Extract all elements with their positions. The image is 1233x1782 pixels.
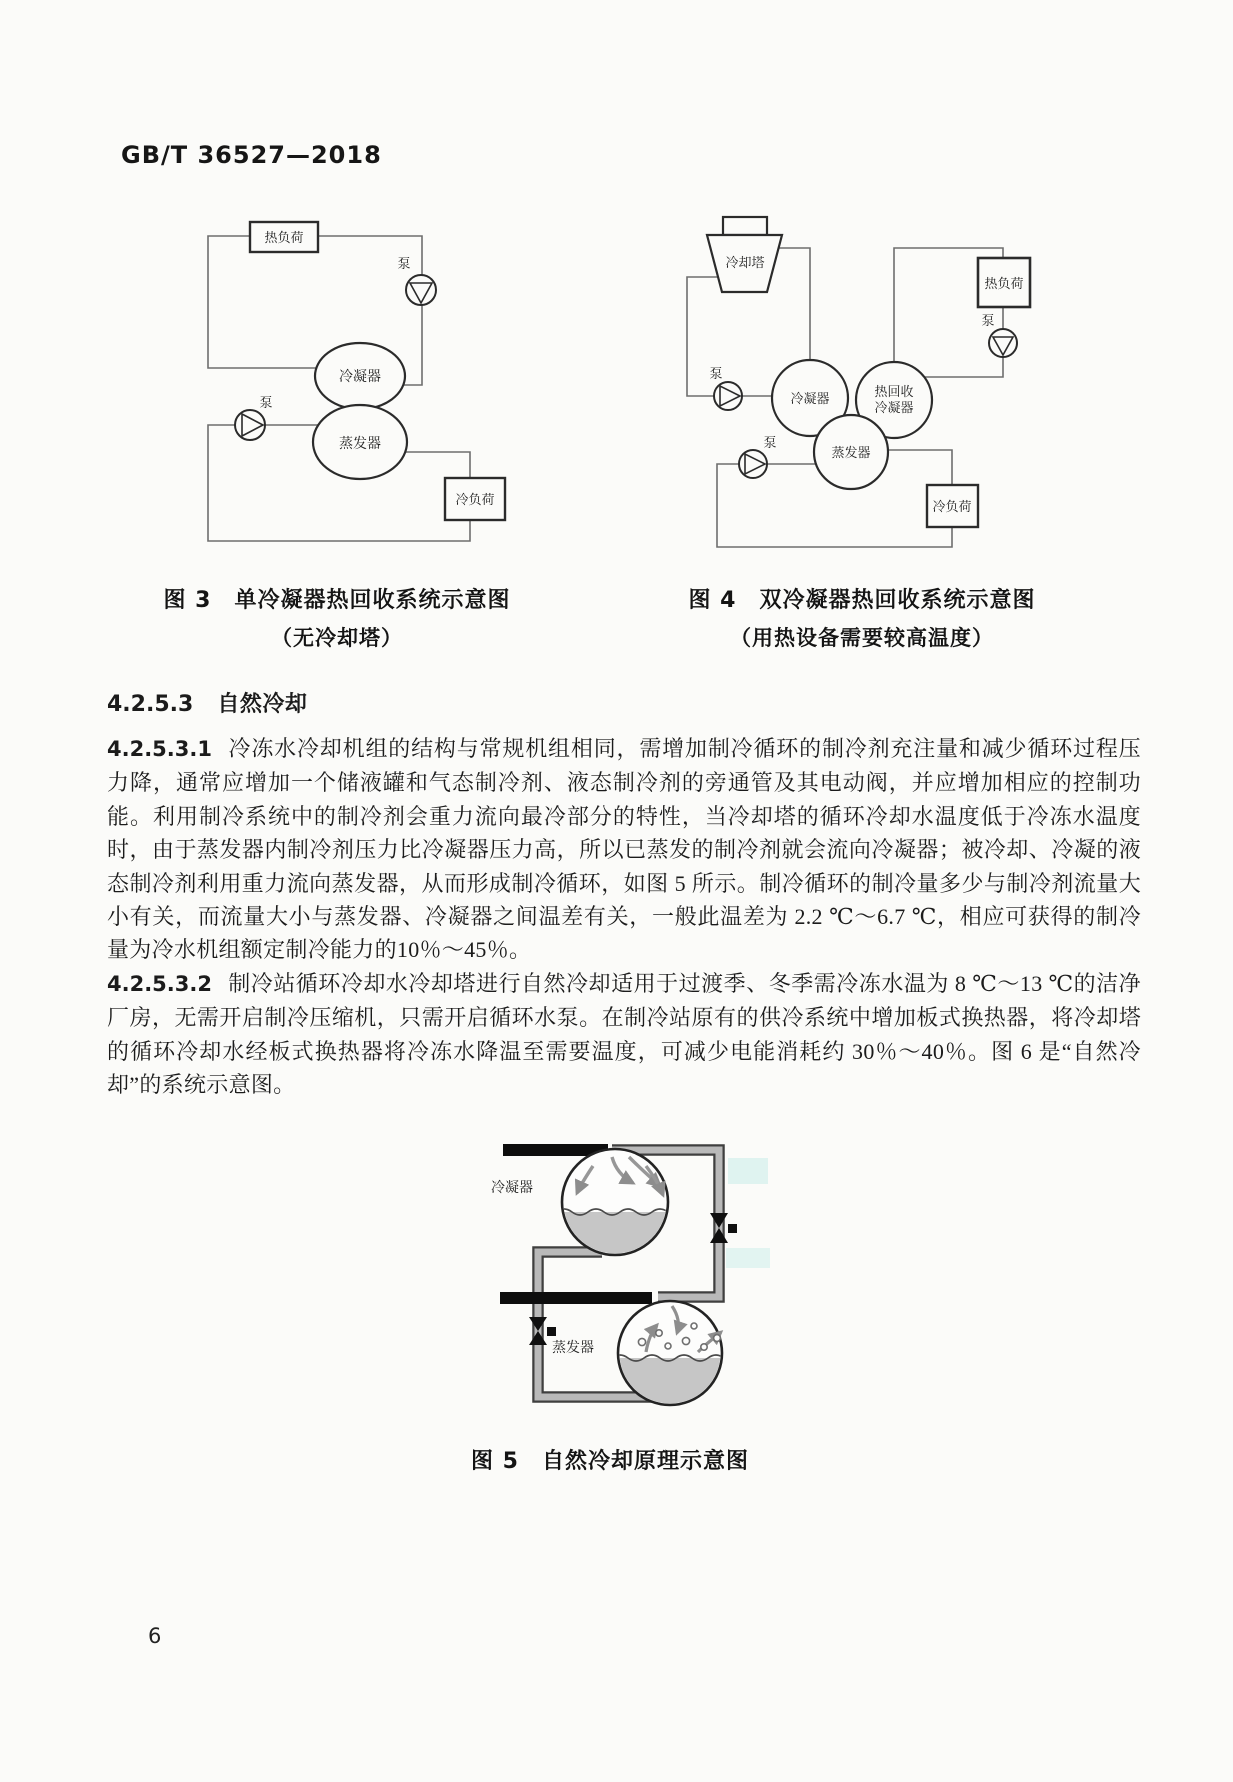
fig3-pump-top-label: 泵 <box>397 257 411 272</box>
section-title: 自然冷却 <box>217 692 308 717</box>
standard-number-header: GB/T 36527—2018 <box>121 141 382 169</box>
fig4-pump-bottom-label: 泵 <box>763 436 777 451</box>
fig5-evaporator-label: 蒸发器 <box>552 1340 594 1356</box>
figure4-diagram <box>687 217 1030 547</box>
fig3-evaporator-label: 蒸发器 <box>339 436 381 452</box>
figure4-subcaption: （用热设备需要较高温度） <box>730 626 994 650</box>
figure3-diagram <box>208 222 505 541</box>
fig5-condenser-label: 冷凝器 <box>491 1180 533 1196</box>
paragraph-4-2-5-3-1 <box>107 732 1141 967</box>
scan-artifact <box>726 1248 770 1268</box>
fig4-pump-left <box>714 382 742 410</box>
fig4-pump-right <box>989 329 1017 357</box>
fig3-condenser-label: 冷凝器 <box>339 369 381 385</box>
fig4-heat-load-label: 热负荷 <box>984 277 1024 292</box>
body-text <box>107 688 1141 1101</box>
figure5-diagram <box>491 1144 770 1406</box>
section-heading <box>107 688 1141 721</box>
clause-text: 冷冻水冷却机组的结构与常规机组相同，需增加制冷循环的制冷剂充注量和减少循环过程压力降，通常应增加一个储液罐和气态制冷剂、液态制冷剂的旁通管及其电动阀，并应增加相应的控制功能。利用制冷系统中的制冷剂会重力流向最冷部分的特性，当冷却塔的循环冷却水温度低于冷冻水温度时，由于蒸发器内制冷剂压力比冷凝器压力高，所以已蒸发的制冷剂就会流向冷凝器；被冷却、冷凝的液态制冷剂利用重力流向蒸发器，从而形成制冷循环，如图 5 所示。制冷循环的制冷量多少与制冷剂流量大小有关，而流量大小与蒸发器、冷凝器之间温差有关，一般此温差为 2.2 ℃～6.7 ℃，相应可获得的制冷量为冷水机组额定制冷能力的10％～45％。 <box>107 736 1141 963</box>
fig3-heat-load-label: 热负荷 <box>264 231 304 246</box>
paragraph-4-2-5-3-2 <box>107 967 1141 1102</box>
section-number: 4.2.5.3 <box>107 692 194 717</box>
figure4-caption: 图 4 双冷凝器热回收系统示意图 <box>688 588 1036 613</box>
fig3-pump-left-label: 泵 <box>259 396 273 411</box>
clause-text: 制冷站循环冷却水冷却塔进行自然冷却适用于过渡季、冬季需冷冻水温为 8 ℃～13 ℃的洁净厂房，无需开启制冷压缩机，只需开启循环水泵。在制冷站原有的供冷系统中增加板式换热器，将冷却塔的循环冷却水经板式换热器将冷冻水降温至需要温度，可减少电能消耗约 30％～40％。图 6 是“自然冷却”的系统示意图。 <box>107 970 1141 1098</box>
figure3-caption: 图 3 单冷凝器热回收系统示意图 <box>163 588 511 613</box>
fig3-pump-left <box>235 410 265 440</box>
fig4-hr-condenser-label-line2: 冷凝器 <box>874 401 914 416</box>
fig4-hr-condenser-label-line1: 热回收 <box>874 385 914 400</box>
figure5-caption: 图 5 自然冷却原理示意图 <box>471 1449 749 1474</box>
fig4-cold-load-label: 冷负荷 <box>932 500 972 515</box>
fig4-condenser-label: 冷凝器 <box>790 392 830 407</box>
fig4-pump-right-label: 泵 <box>981 314 995 329</box>
scan-artifact <box>728 1158 768 1184</box>
fig3-pump-top <box>406 275 436 305</box>
fig4-evaporator-label: 蒸发器 <box>831 446 871 461</box>
clause-number: 4.2.5.3.1 <box>107 737 212 761</box>
page-number: 6 <box>148 1624 162 1648</box>
fig4-cooling-tower <box>707 217 782 292</box>
fig4-pump-bottom <box>739 450 767 478</box>
fig5-supply-pipe-middle <box>500 1292 652 1304</box>
clause-number: 4.2.5.3.2 <box>107 971 212 996</box>
fig4-pump-left-label: 泵 <box>709 367 723 382</box>
figure3-subcaption: （无冷却塔） <box>271 626 403 650</box>
fig4-cooling-tower-label: 冷却塔 <box>725 256 765 271</box>
fig3-cold-load-label: 冷负荷 <box>455 493 495 508</box>
